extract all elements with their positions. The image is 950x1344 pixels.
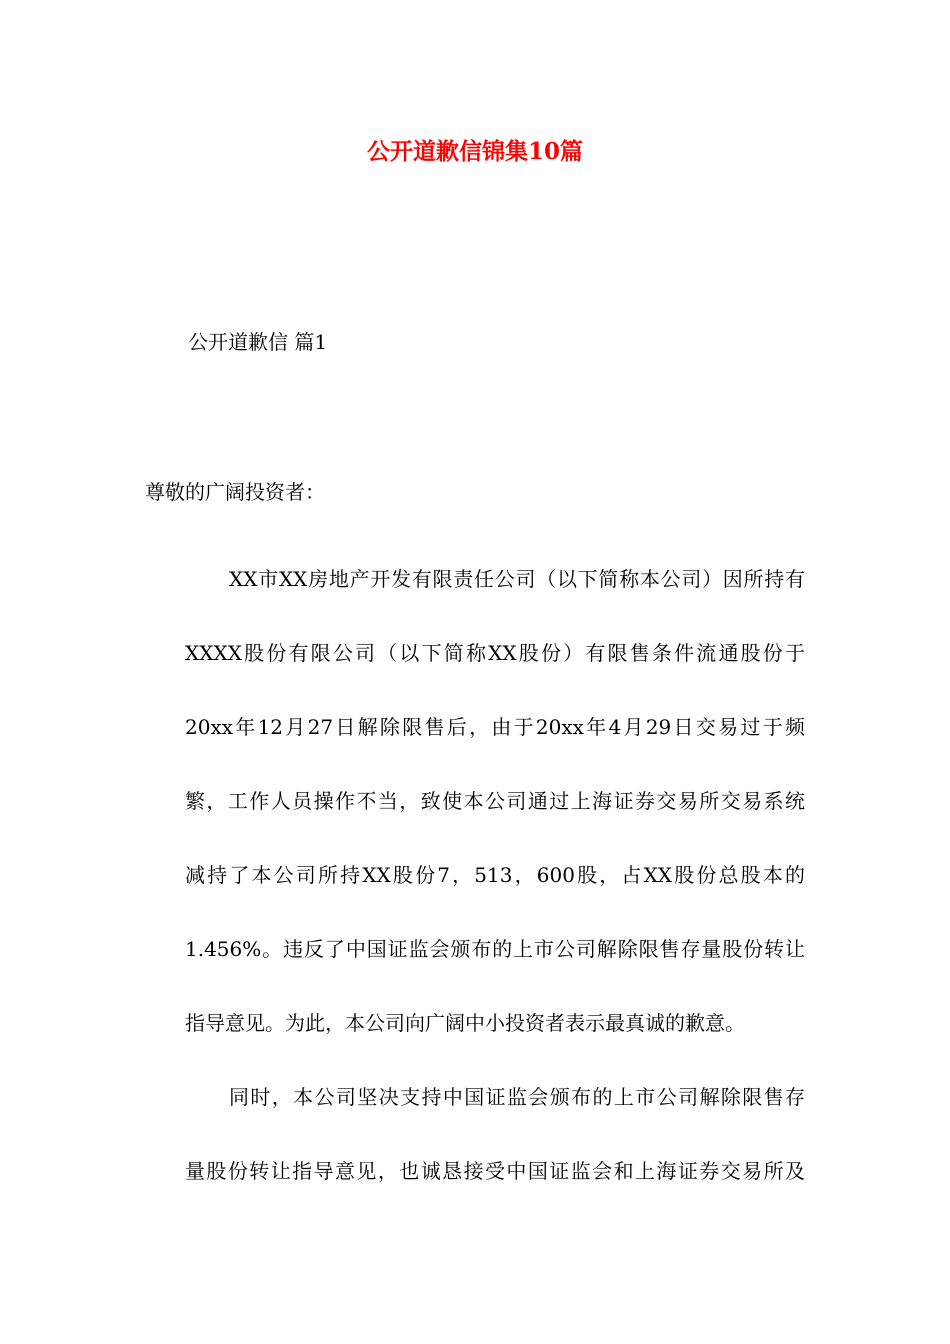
letter-body [145,542,805,1208]
paragraph-line: 量股份转让指导意见，也诚恳接受中国证监会和上海证券交易所及 [185,1159,805,1183]
paragraph-line: 指导意见。为此，本公司向广阔中小投资者表示最真诚的歉意。 [185,1011,745,1035]
paragraph-line: XXXX股份有限公司（以下简称XX股份）有限售条件流通股份于 [185,641,805,665]
paragraph-line: XX市XX房地产开发有限责任公司（以下简称本公司）因所持有 [229,567,805,591]
paragraph-line: 减持了本公司所持XX股份7，513，600股，占XX股份总股本的 [185,863,805,887]
paragraph-line: 20xx年12月27日解除限售后，由于20xx年4月29日交易过于频 [185,715,805,739]
paragraph-2 [145,1060,805,1208]
section-heading: 公开道歉信 篇1 [188,330,328,354]
document-title: 公开道歉信锦集10篇 [366,138,583,165]
paragraph-line: 繁，工作人员操作不当，致使本公司通过上海证券交易所交易系统 [185,789,805,813]
salutation: 尊敬的广阔投资者： [145,480,325,504]
paragraph-line: 同时，本公司坚决支持中国证监会颁布的上市公司解除限售存 [229,1085,805,1109]
paragraph-line: 1.456%。违反了中国证监会颁布的上市公司解除限售存量股份转让 [185,937,805,961]
paragraph-1 [145,542,805,1060]
